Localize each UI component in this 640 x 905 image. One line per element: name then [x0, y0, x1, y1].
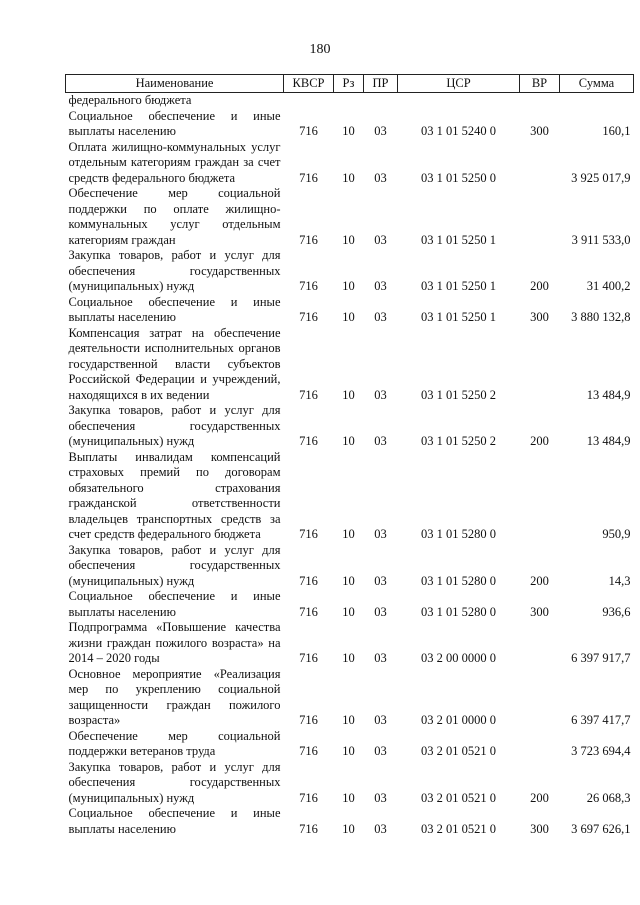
- header-rz: Рз: [334, 75, 364, 93]
- sum-cell: 26 068,3: [586, 790, 631, 805]
- table-row: [66, 326, 634, 404]
- kvsr-cell: 716: [299, 790, 318, 805]
- kvsr-cell: 716: [299, 279, 318, 293]
- sum-cell: 13 484,9: [586, 387, 631, 402]
- name-cell: Социальное обеспечение и иные выплаты населению: [68, 108, 281, 138]
- kvsr-cell: 716: [299, 527, 318, 541]
- kvsr-cell: 716: [299, 232, 318, 247]
- name-cell: Обеспечение мер социальной поддержки ветеранов труда: [68, 728, 281, 758]
- pr-cell: 03: [374, 434, 387, 448]
- pr-cell: 03: [374, 170, 387, 185]
- pr-cell: 03: [374, 651, 387, 665]
- csr-cell: 03 2 01 0000 0: [421, 713, 496, 727]
- csr-cell: 03 2 00 0000 0: [421, 651, 496, 665]
- sum-cell: 6 397 417,7: [571, 713, 631, 727]
- table-row: [66, 140, 634, 187]
- rz-cell: 10: [342, 790, 355, 805]
- rz-cell: 10: [342, 573, 355, 588]
- table-row: [66, 729, 634, 760]
- pr-cell: 03: [374, 387, 387, 402]
- rz-cell: 10: [342, 713, 355, 727]
- rz-cell: 10: [342, 310, 355, 324]
- name-cell: Закупка товаров, работ и услуг для обеспечения государственных (муниципальных) нужд: [68, 542, 281, 588]
- header-kvsr: КВСР: [284, 75, 334, 93]
- csr-cell: 03 1 01 5240 0: [421, 124, 496, 138]
- name-cell: Закупка товаров, работ и услуг для обеспечения государственных (муниципальных) нужд: [68, 248, 281, 293]
- sum-cell: 13 484,9: [586, 434, 631, 448]
- header-csr: ЦСР: [398, 75, 520, 93]
- header-vr: ВР: [520, 75, 560, 93]
- csr-cell: 03 1 01 5280 0: [421, 573, 496, 588]
- budget-table: [65, 74, 634, 837]
- kvsr-cell: 716: [299, 821, 318, 836]
- kvsr-cell: 716: [299, 604, 318, 619]
- rz-cell: [334, 93, 364, 109]
- rz-cell: 10: [342, 434, 355, 448]
- pr-cell: [364, 93, 398, 109]
- vr-cell: 200: [530, 434, 549, 448]
- table-row: [66, 589, 634, 620]
- csr-cell: 03 1 01 5250 1: [421, 279, 496, 293]
- table-row: [66, 295, 634, 326]
- table-row: [66, 93, 634, 109]
- rz-cell: 10: [342, 604, 355, 619]
- rz-cell: 10: [342, 124, 355, 138]
- table-row: [66, 109, 634, 140]
- pr-cell: 03: [374, 279, 387, 293]
- vr-cell: [520, 667, 560, 729]
- table-row: [66, 667, 634, 729]
- table-row: [66, 620, 634, 667]
- kvsr-cell: [284, 93, 334, 109]
- sum-cell: 3 911 533,0: [571, 232, 631, 247]
- header-name: Наименование: [66, 75, 284, 93]
- rz-cell: 10: [342, 651, 355, 665]
- pr-cell: 03: [374, 573, 387, 588]
- csr-cell: 03 1 01 5250 2: [421, 434, 496, 448]
- kvsr-cell: 716: [299, 310, 318, 324]
- table-row: [66, 543, 634, 590]
- kvsr-cell: 716: [299, 170, 318, 185]
- csr-cell: [398, 93, 520, 109]
- kvsr-cell: 716: [299, 434, 318, 448]
- rz-cell: 10: [342, 821, 355, 836]
- rz-cell: 10: [342, 387, 355, 402]
- table-header-row: [66, 75, 634, 93]
- table-row: [66, 450, 634, 543]
- sum-cell: 31 400,2: [586, 279, 631, 293]
- name-cell: Выплаты инвалидам компенсаций страховых премий по договорам обязательного страхования гражданской ответственности владельцев транспортных средств за счет средств федерального бюджета: [68, 449, 281, 541]
- name-cell: Социальное обеспечение и иные выплаты населению: [68, 589, 281, 619]
- sum-cell: 14,3: [608, 573, 631, 588]
- vr-cell: [520, 326, 560, 404]
- kvsr-cell: 716: [299, 573, 318, 588]
- csr-cell: 03 1 01 5250 2: [421, 387, 496, 402]
- vr-cell: [520, 93, 560, 109]
- csr-cell: 03 2 01 0521 0: [421, 821, 496, 836]
- header-sum: Сумма: [560, 75, 634, 93]
- rz-cell: 10: [342, 527, 355, 541]
- name-cell: федерального бюджета: [68, 93, 192, 107]
- sum-cell: 950,9: [602, 527, 631, 541]
- vr-cell: 300: [530, 604, 549, 619]
- sum-cell: 936,6: [602, 604, 631, 619]
- name-cell: Закупка товаров, работ и услуг для обеспечения государственных (муниципальных) нужд: [68, 403, 281, 448]
- vr-cell: 300: [530, 821, 549, 836]
- kvsr-cell: 716: [299, 387, 318, 402]
- sum-cell: 3 880 132,8: [571, 310, 631, 324]
- pr-cell: 03: [374, 821, 387, 836]
- name-cell: Подпрограмма «Повышение качества жизни граждан пожилого возраста» на 2014 – 2020 годы: [68, 620, 281, 665]
- sum-cell: 6 397 917,7: [571, 651, 631, 665]
- kvsr-cell: 716: [299, 713, 318, 727]
- pr-cell: 03: [374, 527, 387, 541]
- csr-cell: 03 2 01 0521 0: [421, 744, 496, 758]
- pr-cell: 03: [374, 790, 387, 805]
- table-row: [66, 248, 634, 295]
- vr-cell: 300: [530, 124, 549, 138]
- table-row: [66, 806, 634, 837]
- kvsr-cell: 716: [299, 124, 318, 138]
- table-row: [66, 186, 634, 248]
- sum-cell: 3 723 694,4: [571, 744, 631, 758]
- header-pr: ПР: [364, 75, 398, 93]
- pr-cell: 03: [374, 604, 387, 619]
- sum-cell: 3 697 626,1: [571, 821, 631, 836]
- rz-cell: 10: [342, 232, 355, 247]
- table-row: [66, 403, 634, 450]
- pr-cell: 03: [374, 124, 387, 138]
- vr-cell: [520, 729, 560, 760]
- csr-cell: 03 1 01 5250 0: [421, 170, 496, 185]
- csr-cell: 03 2 01 0521 0: [421, 790, 496, 805]
- name-cell: Социальное обеспечение и иные выплаты населению: [68, 806, 281, 836]
- pr-cell: 03: [374, 713, 387, 727]
- vr-cell: [520, 620, 560, 667]
- rz-cell: 10: [342, 170, 355, 185]
- vr-cell: 200: [530, 573, 549, 588]
- kvsr-cell: 716: [299, 744, 318, 758]
- rz-cell: 10: [342, 279, 355, 293]
- sum-cell: [560, 93, 634, 109]
- name-cell: Основное мероприятие «Реализация мер по укреплению социальной защищенности граждан пожилого возраста»: [68, 666, 281, 727]
- vr-cell: [520, 140, 560, 187]
- name-cell: Обеспечение мер социальной поддержки по оплате жилищно-коммунальных услуг отдельным категориям граждан: [68, 186, 281, 247]
- name-cell: Закупка товаров, работ и услуг для обеспечения государственных (муниципальных) нужд: [68, 759, 281, 805]
- vr-cell: 300: [530, 310, 549, 324]
- csr-cell: 03 1 01 5280 0: [421, 527, 496, 541]
- page-number: 180: [309, 42, 331, 57]
- table-body: [66, 93, 634, 838]
- pr-cell: 03: [374, 744, 387, 758]
- table-row: [66, 760, 634, 807]
- pr-cell: 03: [374, 310, 387, 324]
- csr-cell: 03 1 01 5250 1: [421, 232, 496, 247]
- vr-cell: [520, 186, 560, 248]
- vr-cell: 200: [530, 790, 549, 805]
- kvsr-cell: 716: [299, 651, 318, 665]
- vr-cell: [520, 450, 560, 543]
- name-cell: Компенсация затрат на обеспечение деятельности исполнительных органов государственной власти субъектов Российской Федерации и учреждений, находящихся в их ведении: [68, 325, 281, 402]
- vr-cell: 200: [530, 279, 549, 293]
- rz-cell: 10: [342, 744, 355, 758]
- sum-cell: 3 925 017,9: [571, 170, 631, 185]
- csr-cell: 03 1 01 5280 0: [421, 604, 496, 619]
- csr-cell: 03 1 01 5250 1: [421, 310, 496, 324]
- name-cell: Оплата жилищно-коммунальных услуг отдельным категориям граждан за счет средств федерального бюджета: [68, 139, 281, 185]
- name-cell: Социальное обеспечение и иные выплаты населению: [68, 294, 281, 324]
- pr-cell: 03: [374, 232, 387, 247]
- sum-cell: 160,1: [602, 124, 631, 138]
